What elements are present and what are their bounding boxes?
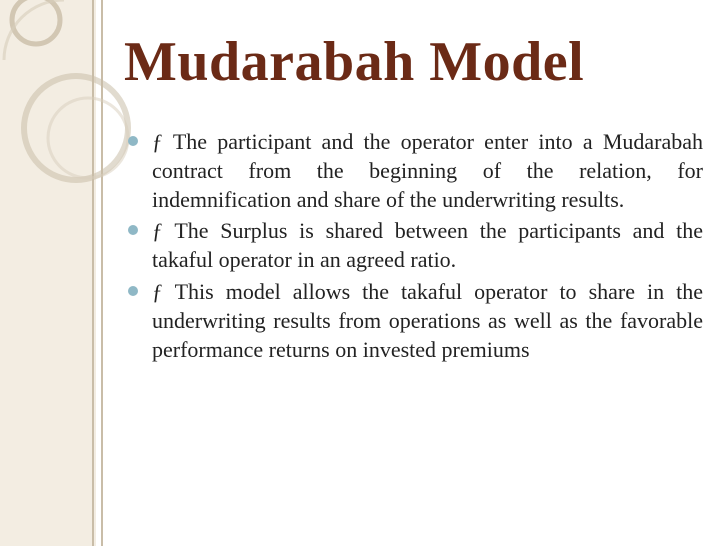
bullet-marker-icon	[128, 136, 138, 146]
bullet-text: ƒ The Surplus is shared between the participants and the takaful operator in an agreed ratio.	[152, 218, 703, 272]
slide-title: Mudarabah Model	[124, 31, 585, 93]
bullet-item	[128, 277, 703, 364]
bullet-list	[128, 127, 703, 364]
bullet-marker-icon	[128, 286, 138, 296]
bullet-text: ƒ This model allows the takaful operator to share in the underwriting results from operations as well as the favorable performance returns on invested premiums	[152, 279, 703, 362]
bullet-text: ƒ The participant and the operator enter into a Mudarabah contract from the beginning of the relation, for indemnification and share of the underwriting results.	[152, 129, 703, 212]
bullet-item	[128, 216, 703, 274]
bullet-item	[128, 127, 703, 214]
bullet-marker-icon	[128, 225, 138, 235]
